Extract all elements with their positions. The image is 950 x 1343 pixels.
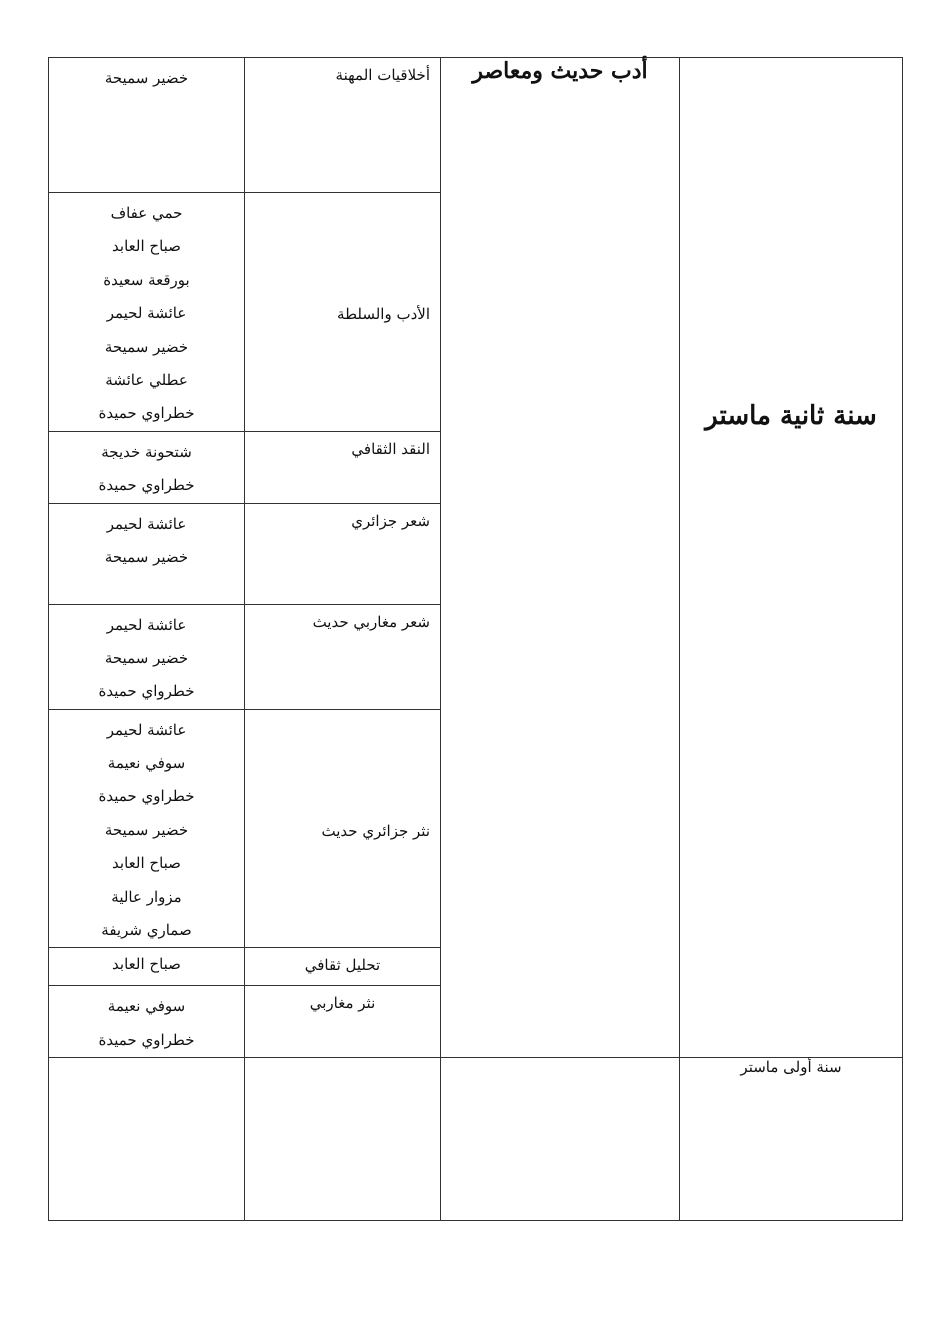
subject-cell (245, 604, 441, 709)
year-cell (680, 1058, 903, 1221)
teacher-name: بورقعة سعيدة (103, 270, 190, 289)
subject-name: شعر جزائري (351, 511, 430, 530)
teacher-name: خطراوي حميدة (98, 1030, 195, 1049)
teacher-name: خطراوي حميدة (98, 404, 195, 423)
teacher-name: عطلي عائشة (105, 370, 188, 389)
teachers-cell (49, 431, 245, 503)
teacher-name: خطراوي حميدة (98, 476, 195, 495)
teachers-cell (49, 709, 245, 948)
teacher-name: خضير سميحة (104, 648, 189, 667)
teacher-name: شتحونة خديجة (101, 442, 192, 461)
empty-cell (49, 1058, 245, 1221)
empty-cell (245, 1058, 441, 1221)
subject-cell (245, 431, 441, 503)
teacher-name: صباح العابد (112, 955, 181, 974)
subject-cell (245, 193, 441, 432)
teachers-cell (49, 193, 245, 432)
subject-cell (245, 986, 441, 1058)
teacher-name: صباح العابد (112, 237, 181, 256)
teacher-name: صماري شريفة (101, 921, 192, 940)
year-title: سنة أولى ماستر (740, 1058, 842, 1077)
teacher-name: عائشة لحيمر (106, 720, 187, 739)
teachers-cell (49, 503, 245, 604)
teacher-name: خضير سميحة (104, 337, 189, 356)
table-row (49, 58, 903, 193)
subject-name: نثر مغاربي (309, 994, 376, 1013)
subject-name: أخلاقيات المهنة (335, 66, 430, 84)
teacher-name: خطرواي حميدة (98, 682, 195, 701)
teacher-name: خطراوي حميدة (98, 787, 195, 806)
subject-name: تحليل ثقافي (304, 956, 381, 975)
year-cell (680, 58, 903, 1058)
subject-cell (245, 709, 441, 948)
teacher-name: سوفي نعيمة (107, 754, 186, 773)
subject-name: شعر مغاربي حديث (312, 612, 430, 631)
teachers-cell (49, 948, 245, 986)
subject-cell (245, 58, 441, 193)
teacher-name: عائشة لحيمر (106, 514, 187, 533)
teacher-name: صباح العابد (112, 854, 181, 873)
subject-name: الأدب والسلطة (337, 304, 430, 323)
schedule-table (48, 57, 903, 1221)
subject-cell (245, 948, 441, 986)
empty-cell (441, 1058, 680, 1221)
teacher-name: عائشة لحيمر (106, 304, 187, 323)
table-row (49, 1058, 903, 1221)
teacher-name: مزوار عالية (111, 887, 182, 906)
year-title: سنة ثانية ماستر (705, 401, 877, 431)
specialization-title: أدب حديث ومعاصر (472, 58, 648, 84)
teachers-cell (49, 986, 245, 1058)
teacher-name: خضير سميحة (104, 820, 189, 839)
teacher-name: عائشة لحيمر (106, 615, 187, 634)
teacher-name: سوفي نعيمة (107, 997, 186, 1016)
subject-name: نثر جزائري حديث (321, 821, 430, 840)
teachers-cell (49, 604, 245, 709)
teacher-name: حمي عفاف (110, 204, 183, 222)
teachers-cell (49, 58, 245, 193)
teacher-name: خضير سميحة (104, 69, 189, 87)
specialization-cell (441, 58, 680, 1058)
subject-cell (245, 503, 441, 604)
teacher-name: خضير سميحة (104, 547, 189, 566)
subject-name: النقد الثقافي (351, 439, 430, 458)
